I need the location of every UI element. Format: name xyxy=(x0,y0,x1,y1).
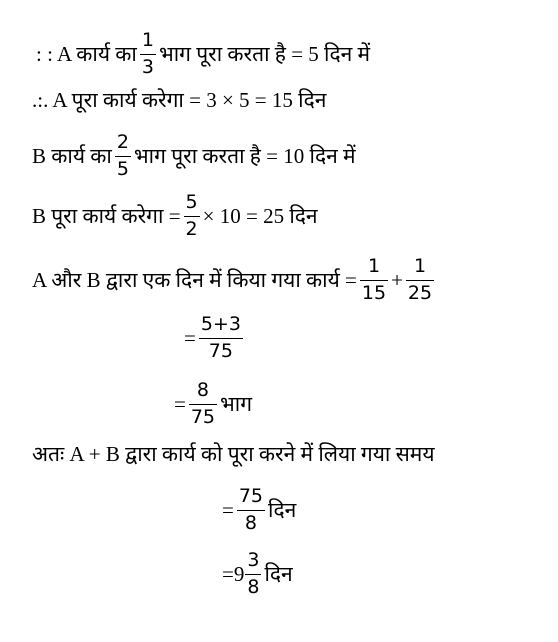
frac-numerator: 3 xyxy=(247,549,260,571)
fraction-five-halves xyxy=(184,192,200,241)
frac-denominator: 25 xyxy=(407,281,433,304)
frac-numerator: 1 xyxy=(413,255,427,277)
line9-post: दिन xyxy=(268,497,297,522)
frac-bar xyxy=(115,156,131,157)
fraction-75-eighths xyxy=(237,486,265,535)
frac-bar xyxy=(199,338,243,339)
line5-pre: A और B द्वारा एक दिन में किया गया कार्य = xyxy=(32,267,357,292)
line7-pre: = xyxy=(174,391,186,416)
step-line-9 xyxy=(222,486,296,535)
fraction-sum xyxy=(199,314,243,363)
frac-bar xyxy=(360,280,388,281)
step-line-7 xyxy=(174,380,252,429)
frac-numerator: 8 xyxy=(196,379,209,401)
frac-denominator: 15 xyxy=(361,281,387,304)
fraction-one-twentyfifth xyxy=(406,256,434,305)
frac-denominator: 8 xyxy=(244,511,257,534)
frac-denominator: 75 xyxy=(208,339,233,362)
fraction-one-third xyxy=(140,30,156,79)
frac-bar xyxy=(184,216,200,217)
line2-text: .:. A पूरा कार्य करेगा = 3 × 5 = 15 दिन xyxy=(32,88,327,112)
line6-pre: = xyxy=(184,325,196,350)
line1-pre: : : A कार्य का xyxy=(36,41,137,66)
fraction-one-fifteenth xyxy=(360,256,388,305)
frac-bar xyxy=(189,404,217,405)
frac-bar xyxy=(140,54,156,55)
frac-denominator: 8 xyxy=(247,575,260,598)
frac-bar xyxy=(237,510,265,511)
frac-bar xyxy=(406,280,434,281)
frac-numerator: 5 xyxy=(185,191,198,213)
step-line-1 xyxy=(36,30,370,79)
line4-post: × 10 = 25 दिन xyxy=(202,203,318,228)
step-line-5 xyxy=(32,256,437,305)
line8-text: अतः A + B द्वारा कार्य को पूरा करने में लिया गया समय xyxy=(32,442,435,466)
line10-pre: = xyxy=(222,561,234,586)
line9-pre: = xyxy=(222,497,234,522)
frac-numerator: 5+3 xyxy=(200,313,241,335)
line1-post: भाग पूरा करता है = 5 दिन में xyxy=(158,41,371,66)
line7-post: भाग xyxy=(220,391,253,416)
step-line-8 xyxy=(32,444,435,465)
step-line-4 xyxy=(32,192,318,241)
frac-denominator: 5 xyxy=(116,157,129,180)
line10-post: दिन xyxy=(264,561,293,586)
frac-numerator: 2 xyxy=(116,131,129,153)
mixed-whole-number: 9 xyxy=(233,561,245,586)
fraction-two-fifths xyxy=(115,132,131,181)
line3-pre: B कार्य का xyxy=(32,143,112,168)
frac-denominator: 75 xyxy=(190,405,216,428)
frac-bar xyxy=(245,574,261,575)
frac-numerator: 1 xyxy=(141,29,154,51)
plus-sign: + xyxy=(391,267,403,292)
step-line-2 xyxy=(32,90,326,111)
frac-denominator: 2 xyxy=(185,217,198,240)
step-line-6 xyxy=(184,314,246,363)
step-line-10 xyxy=(222,550,293,599)
fraction-three-eighths xyxy=(245,550,261,599)
frac-numerator: 1 xyxy=(367,255,381,277)
fraction-eight-75ths xyxy=(189,380,217,429)
line3-post: भाग पूरा करता है = 10 दिन में xyxy=(133,143,356,168)
frac-numerator: 75 xyxy=(238,485,264,507)
frac-denominator: 3 xyxy=(141,55,154,78)
step-line-3 xyxy=(32,132,356,181)
line4-pre: B पूरा कार्य करेगा = xyxy=(32,203,181,228)
